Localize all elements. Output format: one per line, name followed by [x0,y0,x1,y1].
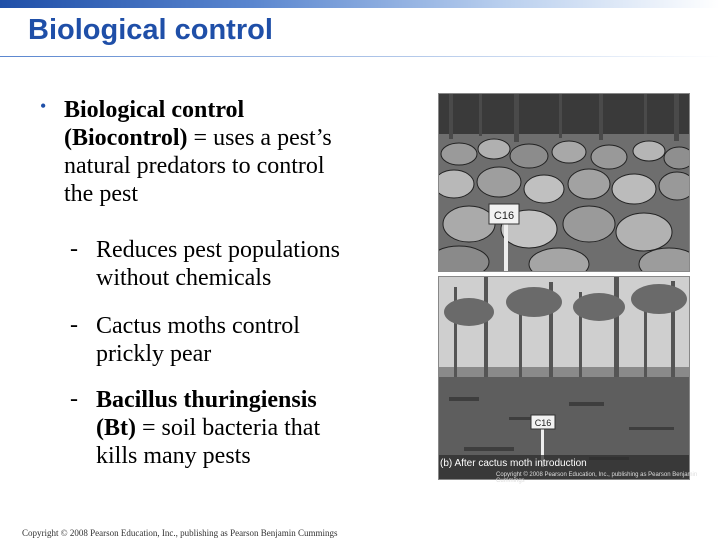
photo-credit: Copyright © 2008 Pearson Education, Inc., publishing as Pearson Benjamin Cummings [496,472,698,484]
photo-after-cactus-moth [438,276,690,480]
bt-abbrev: (Bt) [96,415,136,441]
prickly-pear-illustration [439,94,689,271]
sub-bullet-line: kills many pests [96,443,251,469]
main-bullet-definition: = uses a pest’s [187,125,332,151]
title-divider [0,56,720,57]
sub-bullet-line: prickly pear [96,341,212,367]
dash-icon: - [70,312,78,338]
dash-icon: - [70,236,78,262]
sub-bullet-reduces [96,236,406,292]
plot-sign-label: C16 [534,418,552,428]
bt-definition: = soil bacteria that [135,415,321,441]
main-bullet [64,96,414,208]
sub-bullet-cactus-moths [96,312,406,368]
page-title: Biological control [28,14,273,46]
dash-icon: - [70,386,78,412]
cleared-field-illustration [439,277,689,479]
photo-caption: (b) After cactus moth introduction [440,458,587,469]
bullet-icon: • [40,96,47,116]
main-bullet-line4: the pest [64,181,138,207]
sub-bullet-bt [96,386,406,470]
main-bullet-line3: natural predators to control [64,153,325,179]
main-bullet-term: (Biocontrol) [64,125,188,151]
sub-bullet-line: Reduces pest populations [96,237,340,263]
bt-name: Bacillus thuringiensis [96,387,317,413]
header-gradient-bar [0,0,720,8]
main-bullet-lead: Biological control [64,97,245,123]
plot-sign-label: C16 [493,210,515,222]
sub-bullet-line: Cactus moths control [96,313,300,339]
photo-prickly-pear-before [438,93,690,272]
footer-copyright: Copyright © 2008 Pearson Education, Inc., publishing as Pearson Benjamin Cummings [22,528,338,538]
sub-bullet-line: without chemicals [96,265,272,291]
